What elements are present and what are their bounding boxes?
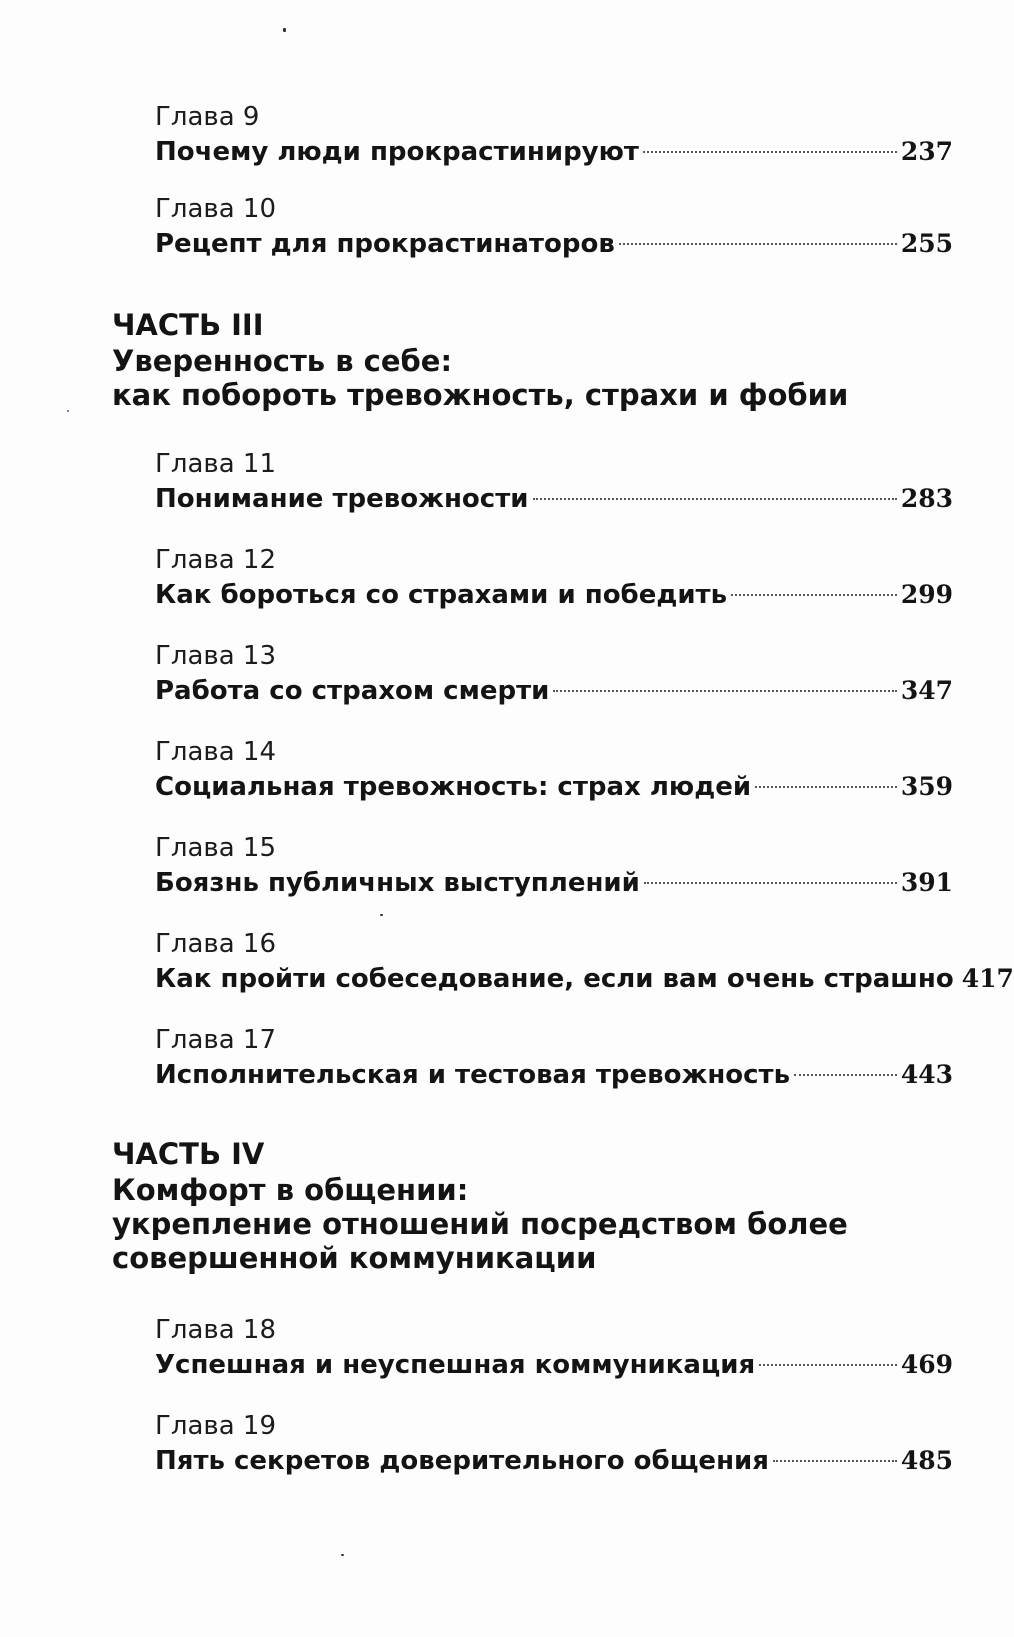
page-number: 485 <box>900 1446 953 1475</box>
part-3-heading <box>112 306 952 412</box>
part-title-line: Уверенность в себе: <box>112 344 453 378</box>
chapter-title: Работа со страхом смерти <box>155 676 550 706</box>
chapter-number: Глава 16 <box>155 929 277 959</box>
toc-entry-chapter-17[interactable] <box>155 1023 953 1093</box>
toc-entry-chapter-9[interactable] <box>155 100 953 170</box>
toc-entry-chapter-13[interactable] <box>155 639 953 709</box>
toc-entry-chapter-15[interactable] <box>155 831 953 901</box>
chapter-title: Успешная и неуспешная коммуникация <box>155 1350 756 1380</box>
toc-entry-chapter-10[interactable] <box>155 192 953 262</box>
chapter-title: Исполнительская и тестовая тревожность <box>155 1060 791 1090</box>
scan-speck <box>341 1554 344 1556</box>
chapter-number: Глава 19 <box>155 1411 277 1441</box>
part-title-line: Комфорт в общении: <box>112 1173 469 1207</box>
toc-entry-chapter-12[interactable] <box>155 543 953 613</box>
chapter-title: Как бороться со страхами и победить <box>155 580 728 610</box>
part-label: ЧАСТЬ III <box>112 308 264 342</box>
dot-leader <box>619 243 897 245</box>
scan-speck <box>380 914 383 916</box>
chapter-number: Глава 14 <box>155 737 277 767</box>
dot-leader <box>533 498 897 500</box>
chapter-number: Глава 9 <box>155 102 260 132</box>
dot-leader <box>755 786 897 788</box>
dot-leader <box>643 151 897 153</box>
page-number: 443 <box>900 1060 953 1089</box>
part-title-line: совершенной коммуникации <box>112 1241 597 1275</box>
chapter-title: Рецепт для прокрастинаторов <box>155 229 615 259</box>
dot-leader <box>759 1364 897 1366</box>
chapter-title: Почему люди прокрастинируют <box>155 137 639 167</box>
dot-leader <box>644 882 897 884</box>
page-number: 469 <box>900 1350 953 1379</box>
chapter-number: Глава 10 <box>155 194 277 224</box>
page-number: 255 <box>900 229 953 258</box>
page-number: 359 <box>900 772 953 801</box>
dot-leader <box>731 594 897 596</box>
page-number: 417 <box>961 964 1014 993</box>
page-number: 237 <box>900 137 953 166</box>
toc-entry-chapter-14[interactable] <box>155 735 953 805</box>
chapter-title: Социальная тревожность: страх людей <box>155 772 752 802</box>
dot-leader <box>553 690 896 692</box>
dot-leader <box>794 1074 897 1076</box>
scan-speck <box>67 410 69 412</box>
chapter-title: Как пройти собеседование, если вам очень страшно <box>155 964 954 994</box>
page-number: 299 <box>900 580 953 609</box>
chapter-title: Понимание тревожности <box>155 484 529 514</box>
page-number: 347 <box>900 676 953 705</box>
page-number: 283 <box>900 484 953 513</box>
chapter-number: Глава 15 <box>155 833 277 863</box>
part-title-line: укрепление отношений посредством более <box>112 1207 848 1241</box>
toc-entry-chapter-18[interactable] <box>155 1313 953 1383</box>
dot-leader <box>773 1460 897 1462</box>
toc-entry-chapter-16[interactable] <box>155 927 1014 997</box>
toc-entry-chapter-19[interactable] <box>155 1409 953 1479</box>
chapter-title: Боязнь публичных выступлений <box>155 868 640 898</box>
chapter-number: Глава 11 <box>155 449 277 479</box>
chapter-number: Глава 18 <box>155 1315 277 1345</box>
page-number: 391 <box>900 868 953 897</box>
chapter-title: Пять секретов доверительного общения <box>155 1446 769 1476</box>
part-label: ЧАСТЬ IV <box>112 1137 265 1171</box>
part-4-heading <box>112 1135 952 1275</box>
scan-speck <box>283 28 286 32</box>
toc-entry-chapter-11[interactable] <box>155 447 953 517</box>
chapter-number: Глава 17 <box>155 1025 277 1055</box>
chapter-number: Глава 12 <box>155 545 277 575</box>
part-title-line: как побороть тревожность, страхи и фобии <box>112 378 849 412</box>
chapter-number: Глава 13 <box>155 641 277 671</box>
